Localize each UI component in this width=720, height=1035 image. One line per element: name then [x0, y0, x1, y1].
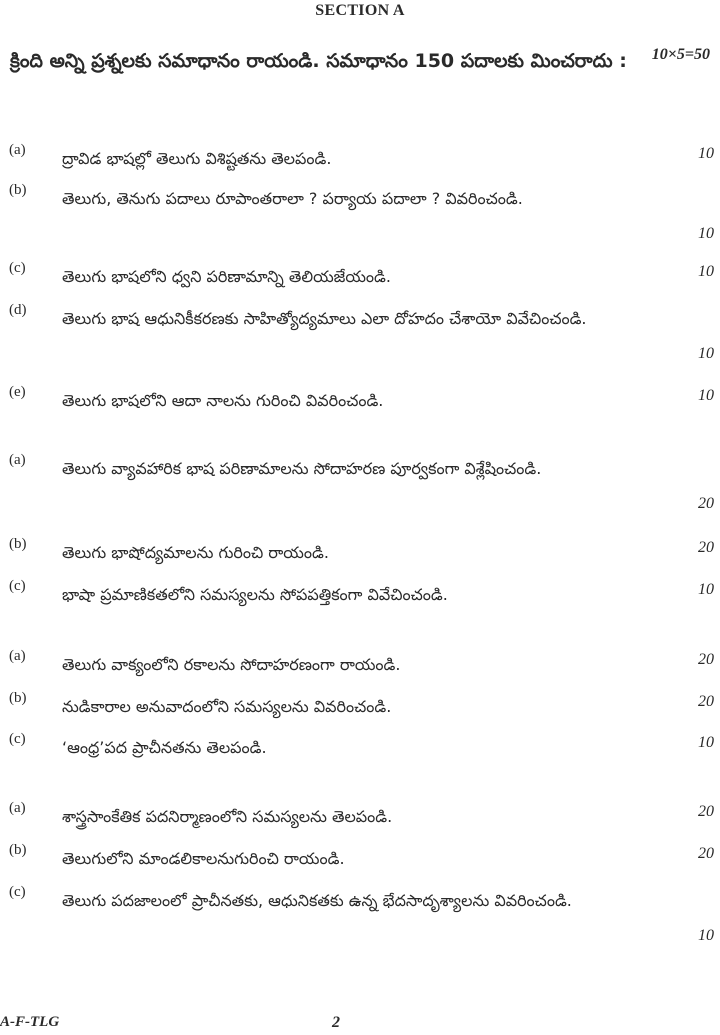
question-marks: 20	[698, 651, 714, 668]
question-marks: 10	[698, 145, 714, 162]
question-label: (c)	[9, 578, 26, 594]
question-label: (b)	[9, 536, 27, 552]
section-title: SECTION A	[315, 2, 405, 19]
question-text: భాషా ప్రమాణికతలోని సమస్యలను సోపపత్తికంగా వివేచించండి.	[62, 585, 448, 604]
question-label: (a)	[9, 452, 26, 468]
instruction	[10, 40, 710, 82]
question-label: (a)	[9, 800, 26, 816]
question-marks: 10	[698, 581, 714, 598]
question-marks: 20	[698, 803, 714, 820]
paper-code: A-F-TLG	[0, 1014, 60, 1030]
question-text: శాస్త్రసాంకేతిక పదనిర్మాణంలోని సమస్యలను తెలపండి.	[62, 807, 393, 826]
question-text: తెలుగు పదజాలంలో ప్రాచీనతకు, ఆధునికతకు ఉన్న భేదసాదృశ్యాలను వివరించండి.	[62, 891, 572, 910]
question-marks: 20	[698, 495, 714, 512]
question-marks: 10	[698, 263, 714, 280]
question-text: తెలుగు వాక్యంలోని రకాలను సోదాహరణంగా రాయండి.	[62, 655, 401, 674]
question-marks: 20	[698, 539, 714, 556]
question-label: (c)	[9, 260, 26, 276]
question-marks: 10	[698, 225, 714, 242]
question-text: తెలుగు భాష ఆధునికీకరణకు సాహిత్యోద్యమాలు ఎలా దోహదం చేశాయో వివేచించండి.	[62, 309, 587, 328]
question-text: తెలుగులోని మాండలికాలనుగురించి రాయండి.	[62, 849, 345, 868]
question-label: (d)	[9, 302, 27, 318]
page-number: 2	[332, 1014, 340, 1031]
question-text: నుడికారాల అనువాదంలోని సమస్యలను వివరించండి.	[62, 697, 392, 716]
question-label: (a)	[9, 648, 26, 664]
instruction-marks: 10×5=50	[651, 46, 710, 63]
question-text: తెలుగు భాషలోని ధ్వని పరిణామాన్ని తెలియజేయండి.	[62, 267, 391, 286]
question-label: (a)	[9, 142, 26, 158]
question-label: (b)	[9, 690, 27, 706]
question-label: (b)	[9, 182, 27, 198]
question-text: ‘ఆంధ్ర’పద ప్రాచీనతను తెలపండి.	[62, 738, 267, 757]
question-label: (b)	[9, 842, 27, 858]
question-label: (c)	[9, 884, 26, 900]
question-marks: 10	[698, 345, 714, 362]
question-marks: 20	[698, 693, 714, 710]
question-marks: 10	[698, 927, 714, 944]
question-marks: 10	[698, 734, 714, 751]
question-label: (e)	[9, 384, 26, 400]
question-label: (c)	[9, 731, 26, 747]
question-text: ద్రావిడ భాషల్లో తెలుగు విశిష్టతను తెలపండి.	[62, 149, 332, 168]
question-marks: 10	[698, 387, 714, 404]
question-text: తెలుగు భాషలోని ఆదా నాలను గురించి వివరించండి.	[62, 391, 384, 410]
question-text: తెలుగు వ్యావహారిక భాష పరిణామాలను సోదాహరణ పూర్వకంగా విశ్లేషించండి.	[62, 459, 542, 478]
question-text: తెలుగు, తెనుగు పదాలు రూపాంతరాలా ? పర్యాయ పదాలా ? వివరించండి.	[62, 189, 523, 208]
question-text: తెలుగు భాషోద్యమాలను గురించి రాయండి.	[62, 543, 329, 562]
instruction-text: క్రింది అన్ని ప్రశ్నలకు సమాధానం రాయండి. సమాధానం 150 పదాలకు మించరాదు :	[10, 50, 627, 72]
question-marks: 20	[698, 845, 714, 862]
